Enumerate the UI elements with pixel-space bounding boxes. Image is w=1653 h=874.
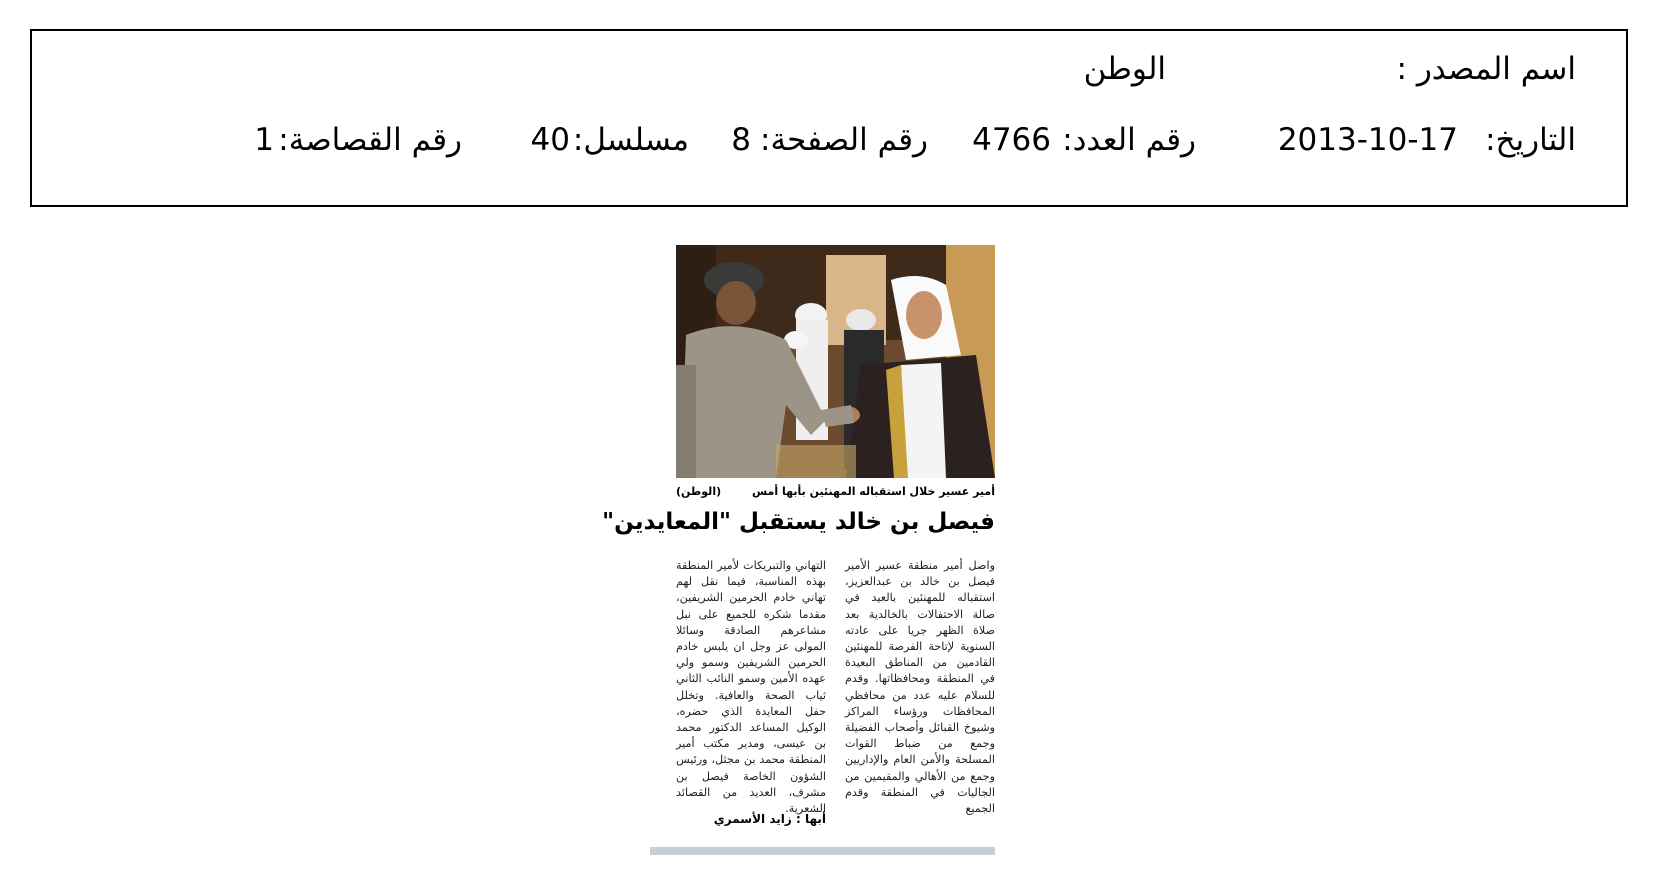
article-byline: أبها : زايد الأسمري	[713, 812, 826, 826]
article-headline: فيصل بن خالد يستقبل "المعايدين"	[602, 509, 995, 535]
article-column-right: واصل أمير منطقة عسير الأمير فيصل بن خالد بن عبدالعزيز، استقباله للمهنئين بالعيد في صالة الاحتفالات بالخالدية بعد صلاة الظهر جريا على عادته السنوية لإتاحة الفرصة للمهنئين القادمين من المناطق البعيدة في المنطقة ومحافظاتها. وقدم للسلام عليه عدد من محافظي المحافظات ورؤساء المراكز وشيوخ القبائل وأصحاب الفضيلة وجمع من ضباط القوات المسلحة والأمن العام والإداريين وجمع من الأهالي والمقيمين من الجاليات في المنطقة وقدم الجميع	[845, 559, 995, 816]
clip-value: 1	[254, 122, 274, 158]
source-label: اسم المصدر :	[1396, 51, 1576, 87]
article-photo	[676, 245, 995, 478]
newspaper-clipping	[602, 245, 995, 855]
page-value: 8	[731, 122, 751, 158]
date-label: التاريخ:	[1485, 122, 1576, 158]
serial-label: مسلسل:	[572, 122, 689, 158]
clip-label: رقم القصاصة:	[278, 122, 462, 158]
page-label: رقم الصفحة:	[760, 122, 928, 158]
article-column-left: التهاني والتبريكات لأمير المنطقة بهذه المناسبة، فيما نقل لهم تهاني خادم الحرمين الشريفين، مقدما شكره للجميع على نبل مشاعرهم الصادقة وسائلا المولى عز وجل ان يلبس خادم الحرمين الشريفين وسمو ولي عهده الأمين وسمو النائب الثاني ثياب الصحة والعافية. وتخلل حفل المعايدة الذي حضره، الوكيل المساعد الدكتور محمد بن عيسى، ومدير مكتب أمير المنطقة محمد بن مجثل، ورئيس الشؤون الخاصة فيصل بن مشرف، العديد من القصائد الشعرية.	[676, 559, 826, 816]
source-value: الوطن	[1083, 51, 1166, 87]
caption-credit: (الوطن)	[676, 485, 722, 498]
date-value: 2013-10-17	[1277, 122, 1458, 158]
article-photo-illustration	[676, 245, 995, 478]
issue-label: رقم العدد:	[1062, 122, 1196, 158]
clipping-header-box	[30, 29, 1628, 207]
serial-value: 40	[530, 122, 570, 158]
caption-text: أمير عسير خلال استقباله المهنئين بأبها أمس	[752, 485, 995, 498]
issue-value: 4766	[972, 122, 1051, 158]
next-article-strip	[650, 847, 995, 855]
